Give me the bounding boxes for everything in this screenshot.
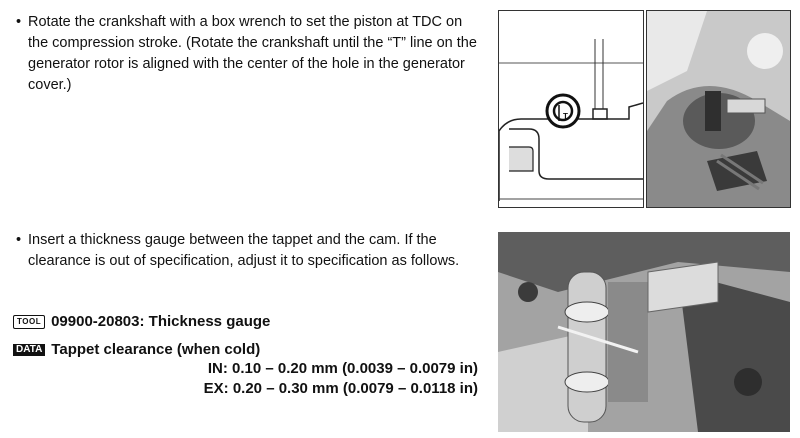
tool-icon: TOOL [13,315,45,329]
rotor-t-mark: T [563,112,568,121]
step-rotate-crankshaft [16,12,478,96]
data-icon: DATA [13,344,45,356]
bullet: • [16,232,22,248]
intake-clearance-spec: IN: 0.10 – 0.20 mm (0.0039 – 0.0079 in) [207,360,478,377]
step-insert-gauge-text: Insert a thickness gauge between the tappet and the cam. If the clearance is out of specification, adjust it to specification as follows. [28,232,460,269]
generator-cover-photo-art [647,11,790,207]
tool-spec [13,313,270,330]
camshaft-gauge-photo [498,232,790,432]
generator-cover-diagram [498,10,644,208]
step-rotate-crankshaft-text: Rotate the crankshaft with a box wrench to set the piston at TDC on the compression stroke. (Rotate the crankshaft until the “T” line on the generator rotor is aligned with the center of the hole in the generator cover.) [28,14,477,93]
camshaft-gauge-photo-art [498,232,790,432]
data-spec-title-text: Tappet clearance (when cold) [51,341,261,358]
data-spec-title [13,341,260,358]
tool-spec-text: 09900-20803: Thickness gauge [51,313,271,330]
bullet: • [16,14,22,30]
generator-cover-photo [646,10,791,208]
generator-cover-drawing [499,11,643,207]
exhaust-clearance-spec: EX: 0.20 – 0.30 mm (0.0079 – 0.0118 in) [203,380,478,397]
step-insert-gauge [16,230,478,272]
